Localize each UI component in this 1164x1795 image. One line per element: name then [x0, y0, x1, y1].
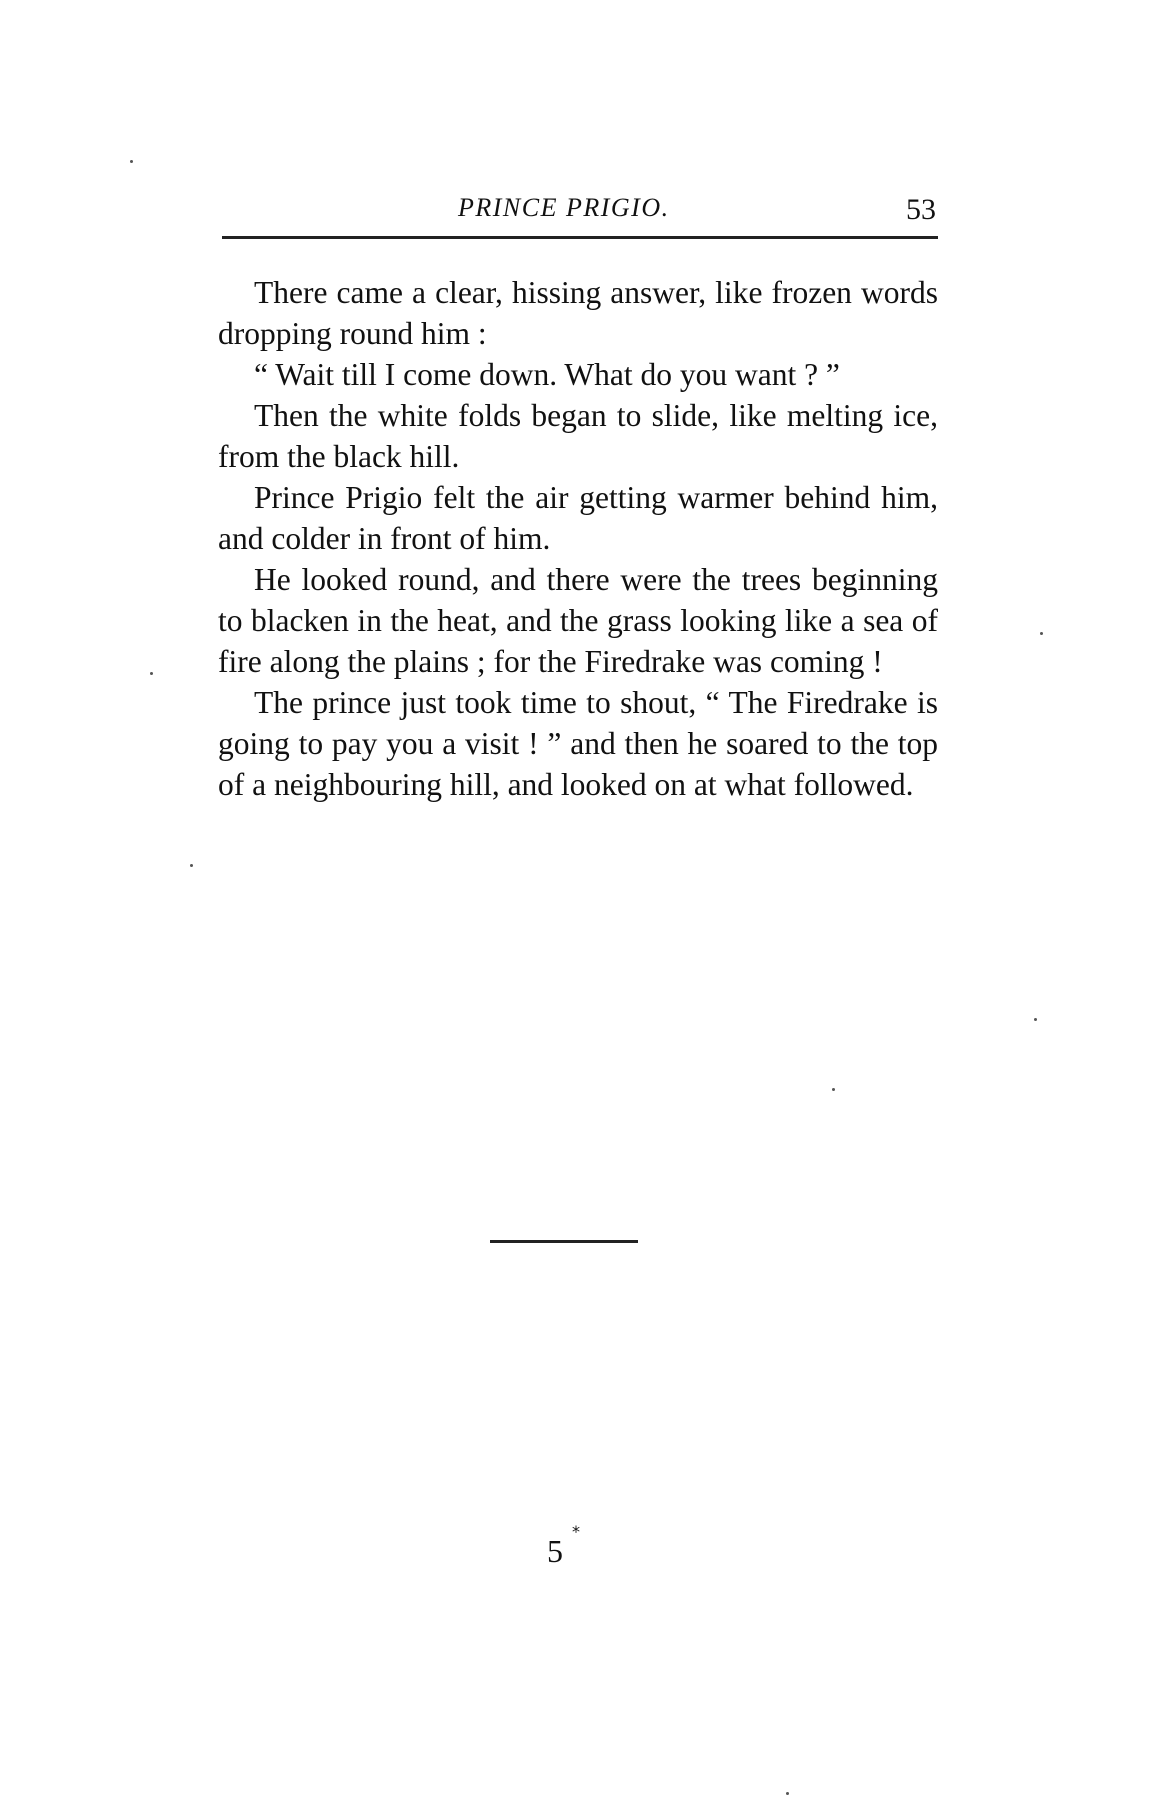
- page-number: 53: [906, 193, 936, 226]
- scan-speck: [190, 864, 193, 867]
- scan-speck: [150, 672, 153, 675]
- paragraph: Prince Prigio felt the air getting warmer behind him, and colder in front of him.: [218, 480, 938, 556]
- scan-speck: [130, 160, 133, 163]
- scan-speck: [832, 1088, 835, 1091]
- header-rule: [222, 236, 938, 239]
- scan-speck: [1034, 1018, 1037, 1021]
- signature-mark: 5: [547, 1533, 563, 1569]
- paragraph: “ Wait till I come down. What do you want ? ”: [254, 357, 840, 392]
- running-title: PRINCE PRIGIO.: [458, 193, 670, 222]
- signature-star: *: [572, 1522, 580, 1541]
- paragraph: The prince just took time to shout, “ The Firedrake is going to pay you a visit ! ” and then he soared to the top of a neighbouring hill, and looked on at what followed.: [218, 685, 938, 802]
- paragraph: He looked round, and there were the trees beginning to blacken in the heat, and the grass looking like a sea of fire along the plains ; for the Firedrake was coming !: [218, 562, 938, 679]
- scan-speck: [1040, 632, 1043, 635]
- paragraph: Then the white folds began to slide, like melting ice, from the black hill.: [218, 398, 938, 474]
- paragraph: There came a clear, hissing answer, like frozen words dropping round him :: [218, 275, 938, 351]
- running-head: [218, 190, 936, 234]
- body-text: [218, 272, 938, 805]
- section-end-rule: [490, 1240, 638, 1243]
